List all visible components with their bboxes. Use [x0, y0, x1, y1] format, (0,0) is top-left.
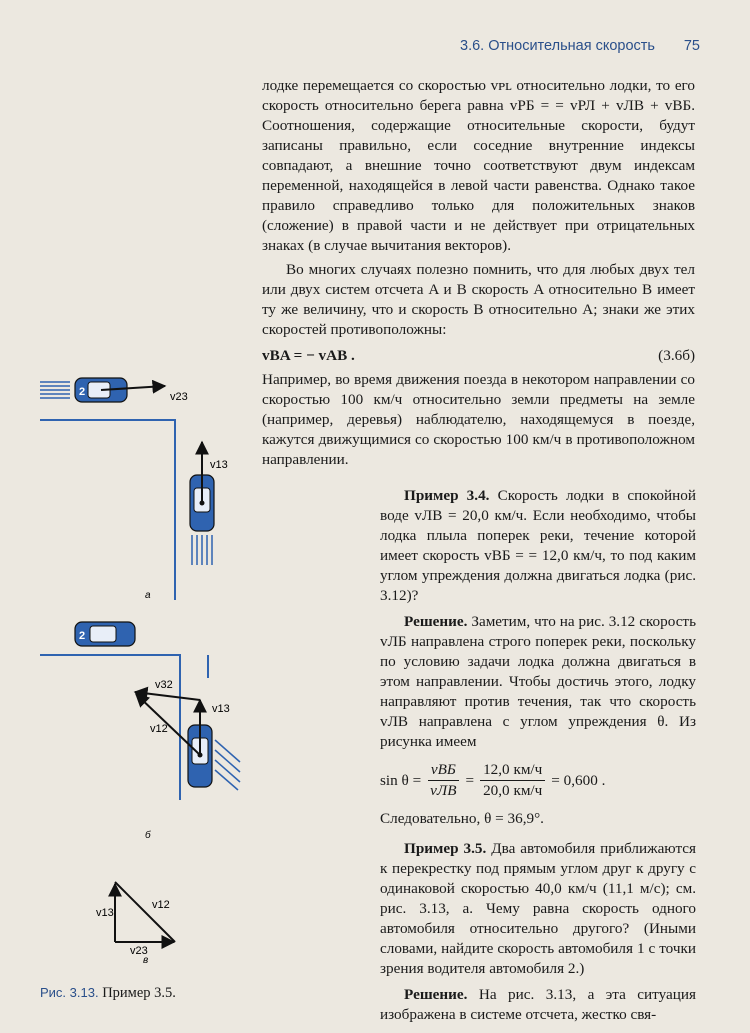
example-3-4-title: Пример 3.4.: [404, 487, 490, 504]
vector-v12-b: [136, 694, 200, 755]
panel-a: [40, 378, 228, 601]
sublabel-b: б: [145, 830, 151, 841]
car-2-b: [75, 622, 135, 646]
solution-3-5-text: На рис. 3.13, а эта ситуация изображена в системе отсчета, жестко свя-: [380, 986, 696, 1023]
solution-3-5-title: Решение.: [404, 986, 468, 1003]
fraction-numeric: [480, 760, 545, 801]
figure-caption: [40, 985, 176, 1002]
formula-result: = 0,600 .: [551, 771, 606, 789]
page-number: 75: [683, 38, 700, 54]
fraction-1-denominator: vЛВ: [430, 782, 457, 799]
formula-left: sin θ =: [380, 771, 422, 789]
caption-text: Пример 3.5.: [102, 985, 176, 1001]
road-edge-a: [40, 420, 175, 600]
fraction-1-numerator: vВБ: [428, 760, 459, 781]
solution-3-4: [380, 612, 696, 752]
paragraph-3: Например, во время движения поезда в некотором направлении со скоростью 100 км/ч относительно земли предметы на земле (например, деревья) наблюдателю, находящемуся в поезде, кажутся движущимися со скоростью 100 км/ч в противоположном направлении.: [262, 371, 695, 468]
main-text-column: [262, 76, 695, 470]
example-3-4: [380, 486, 696, 606]
panel-b: [40, 622, 240, 841]
sine-formula: sin θ = $\frac{\text{vВБ}}{\text{vЛВ}}$ = $\frac{12,0 км/ч}{20,0 км/ч}$ = 0,600 .: [380, 761, 606, 799]
paragraph-2: Во многих случаях полезно помнить, что для любых двух тел или двух систем отсчета A и B скорость A относительно B имеет ту же величину, что и скорость B относительно A; знаки же этих скоростей противоположны:: [262, 261, 695, 338]
vector-v12-c: [115, 882, 175, 942]
solution-3-4-conclusion: Следовательно, θ = 36,9°.: [380, 810, 544, 827]
equation-number: (3.6б): [658, 347, 695, 364]
car-2-number: 2: [79, 386, 86, 398]
running-header: [460, 38, 700, 54]
label-v23-c: v23: [130, 945, 148, 957]
caption-label: Рис. 3.13.: [40, 985, 99, 1000]
section-title: 3.6. Относительная скорость: [460, 38, 655, 54]
label-v12-c: v12: [152, 899, 170, 911]
solution-3-4-text: Заметим, что на рис. 3.12 скорость vЛБ направлена строго поперек реки, поскольку по условию задачи лодка должна двигаться в этом направлении. Чтобы достичь этого, лодку направляют против течения, так что скорость vЛВ направлена с углом упреждения θ. Из рисунка имеем: [380, 613, 697, 750]
sublabel-c: в: [143, 955, 149, 966]
sublabel-a: а: [145, 590, 151, 601]
fraction-symbolic: [427, 760, 459, 801]
example-3-5-text: Два автомобиля приближаются к перекрестку под прямым углом друг к другу с одинаковой скоростью 40,0 км/ч (11,1 м/с); см. рис. 3.13, а. Чему равна скорость одного автомобиля относительно другого? (Иными словами, найдите скорость автомобиля 1 с точки зрения водителя автомобиля 2.): [380, 840, 696, 977]
example-3-5: [380, 839, 696, 979]
example-3-4-text: Скорость лодки в спокойной воде vЛВ = 20,0 км/ч. Если необходимо, чтобы лодка плыла поперек реки, течение которой имеет скорость vВБ = = 12,0 км/ч, то под каким углом упреждения должна двигаться лодка (рис. 3.12)?: [380, 487, 697, 604]
label-v23-a: v23: [170, 391, 188, 403]
label-v12-b: v12: [150, 723, 168, 735]
label-v13-c: v13: [96, 907, 114, 919]
label-v32-b: v32: [155, 679, 173, 691]
car-2-b-number: 2: [79, 630, 86, 642]
fraction-2-numerator: 12,0 км/ч: [480, 760, 545, 781]
solution-3-5: [380, 985, 696, 1025]
label-v13-a: v13: [210, 459, 228, 471]
panel-c: [96, 882, 175, 966]
label-v13-b: v13: [212, 703, 230, 715]
example-3-5-title: Пример 3.5.: [404, 840, 487, 857]
equation-body: vBA = − vAB .: [262, 347, 355, 364]
vector-v32-b: [135, 692, 200, 700]
figure-3-13: [0, 360, 250, 980]
fraction-2-denominator: 20,0 км/ч: [483, 782, 543, 799]
paragraph-1: лодке перемещается со скоростью vᴘʟ относительно лодки, то его скорость относительно берега равна vРБ = = vРЛ + vЛВ + vВБ. Соотношения, содержащие относительные скорости, будут записаны правильно, если соседние внутренние индексы совпадают, а внешние точно соответствуют двум индексам переменной, находящейся в левой части равенства. Однако такое правило справедливо только для положительных знаков (сложение) в правой части и не действует при отрицательных знаках (в случае вычитания векторов).: [262, 77, 695, 254]
equation-3-6b: [262, 346, 695, 366]
solution-3-4-title: Решение.: [404, 613, 468, 630]
examples-column: [380, 486, 696, 1025]
